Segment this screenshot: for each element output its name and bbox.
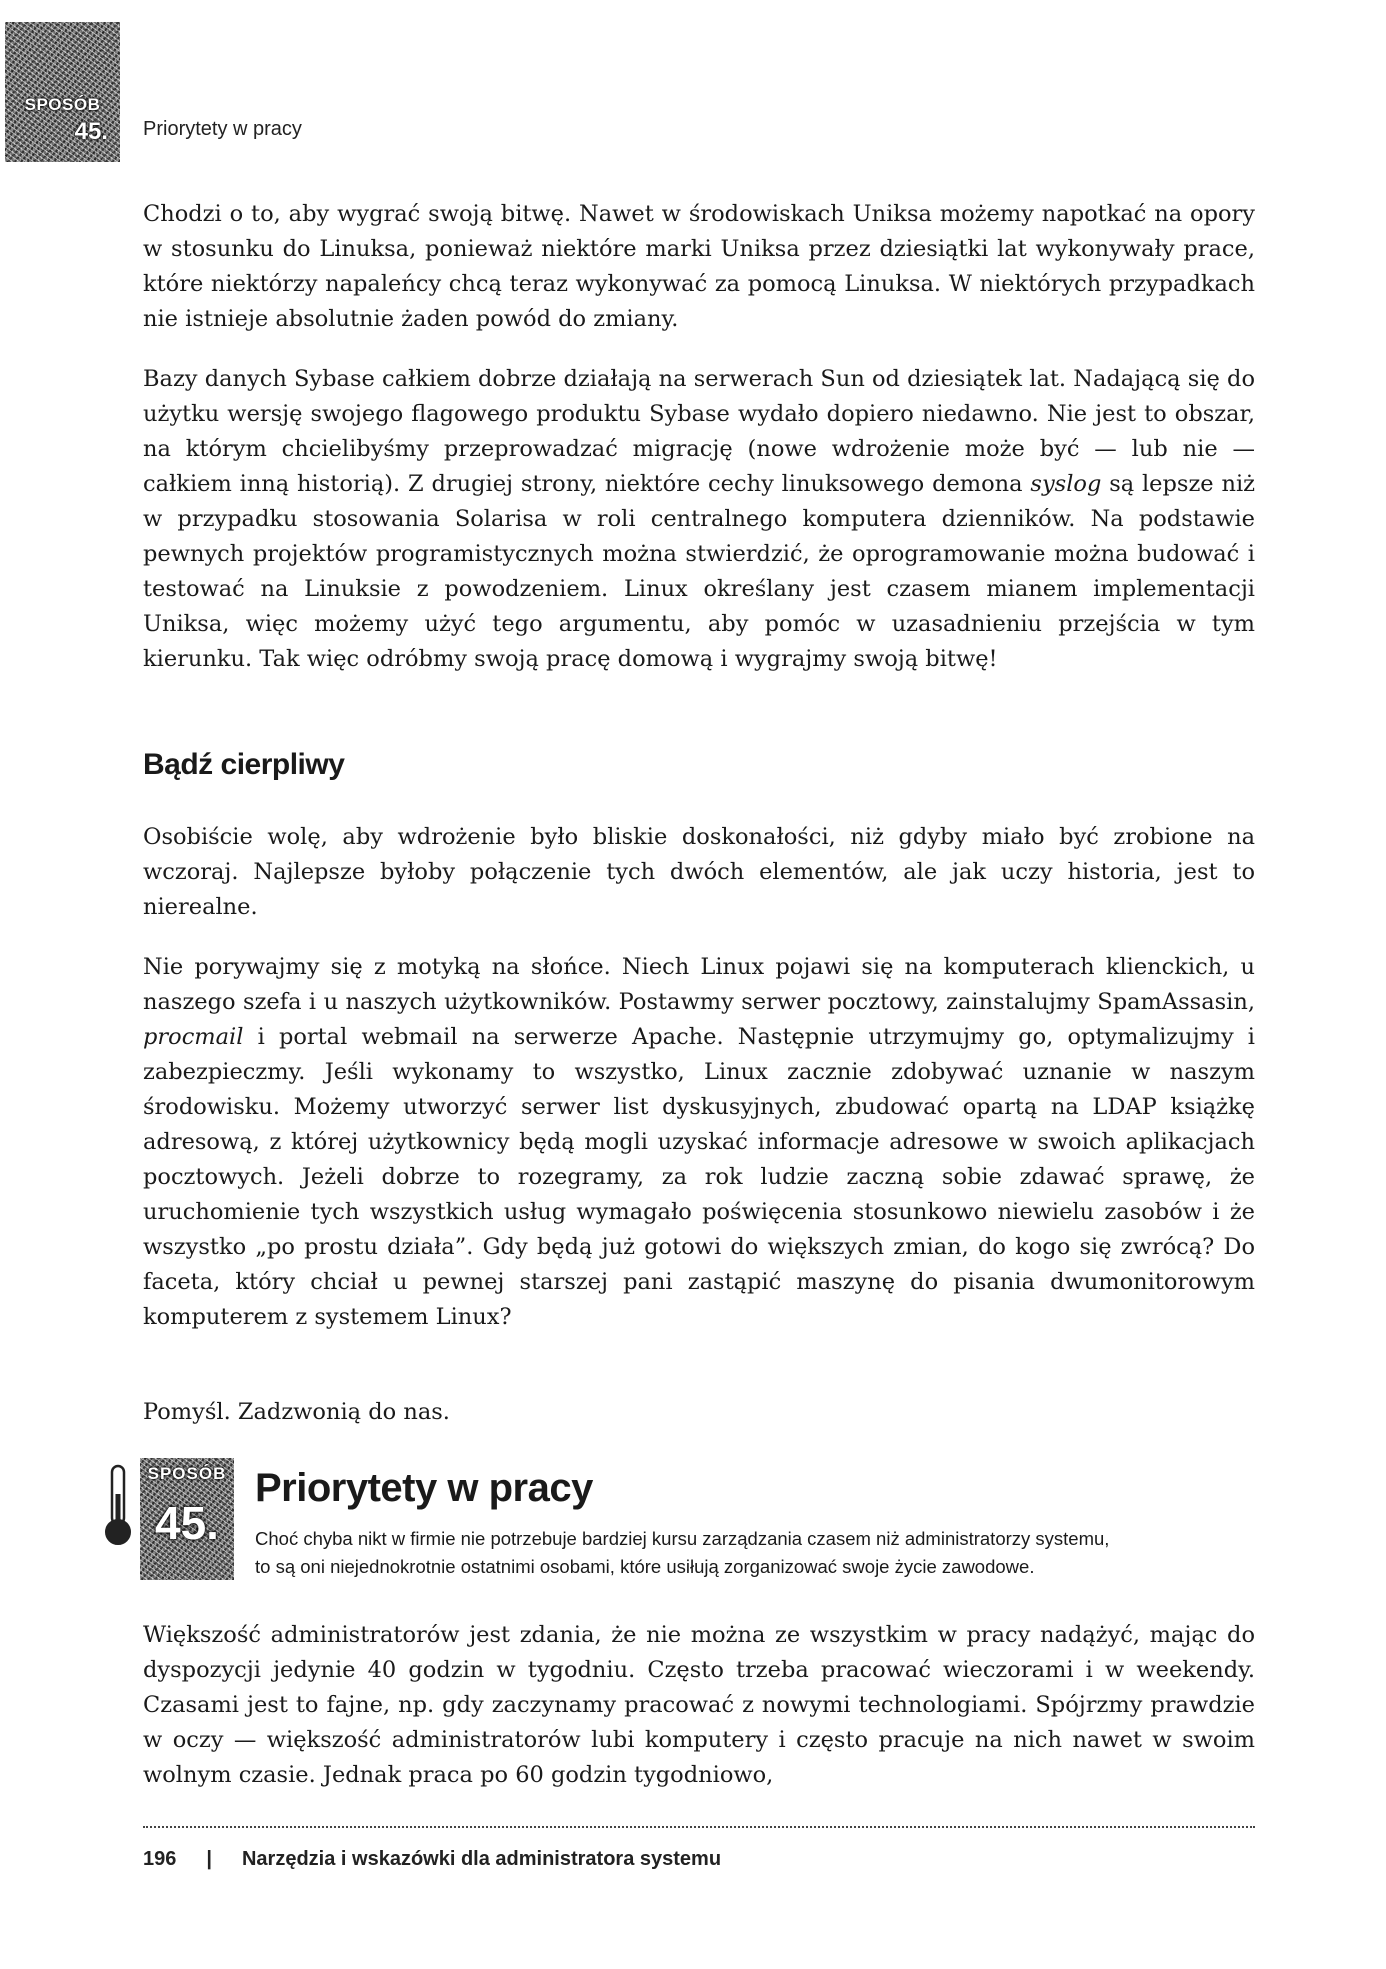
section-paragraph-2-text-b: i portal webmail na serwerze Apache. Następnie utrzymujmy go, optymalizujmy i zabezpieczmy. Jeśli wykonamy to wszystko, Linux zacznie zdobywać uznanie w naszym środowisku. Możemy utworzyć serwer list dyskusyjnych, zbudować opartą na LDAP książkę adresową, z której użytkownicy będą mogli uzyskać informacje adresowe w swoich aplikacjach pocztowych. Jeżeli dobrze to rozegramy, za rok ludzie zaczną sobie zdawać sprawę, że uruchomienie tych wszystkich usług wymagało poświęcenia stosunkowo niewielu zasobów i że wszystko „po prostu działa”. Gdy będą już gotowi do większych zmian, do kogo się zwrócą? Do faceta, który chciał u pewnej starszej pani zastąpić maszynę do pisania dwumonitorowym komputerem z systemem Linux? [143, 1024, 1255, 1330]
book-title: Narzędzia i wskazówki dla administratora systemu [241, 1848, 722, 1870]
hack-summary-line-1: Choć chyba nikt w firmie nie potrzebuje bardziej kursu zarządzania czasem niż administratorzy systemu, [255, 1528, 1110, 1549]
section-paragraph-2-text-a: Nie porywajmy się z motyką na słońce. Niech Linux pojawi się na komputerach klienckich, u naszego szefa i u naszych użytkowników. Postawmy serwer pocztowy, zainstalujmy SpamAssasin, [143, 954, 1255, 1015]
footer-separator: | [206, 1848, 212, 1870]
hack-badge-word: SPOSÓB [147, 1464, 227, 1483]
hack-number-badge [140, 1458, 234, 1580]
body-paragraph-1: Chodzi o to, aby wygrać swoją bitwę. Nawet w środowiskach Uniksa możemy napotkać na opory w stosunku do Linuksa, ponieważ niektóre marki Uniksa przez dziesiątki lat wykonywały prace, które niektórzy napaleńcy chcą teraz wykonywać za pomocą Linuksa. W niektórych przypadkach nie istnieje absolutnie żaden powód do zmiany. [143, 201, 1255, 332]
body-paragraph-2-text-b: są lepsze niż w przypadku stosowania Solarisa w roli centralnego komputera dzienników. Na podstawie pewnych projektów programistycznych można stwierdzić, że oprogramowanie można budować i testować na Linuksie z powodzeniem. Linux określany jest czasem mianem implementacji Uniksa, więc możemy użyć tego argumentu, aby pomóc w uzasadnieniu przejścia w tym kierunku. Tak więc odróbmy swoją pracę domową i wygrajmy swoją bitwę! [143, 471, 1255, 672]
procmail-term: procmail [143, 1024, 244, 1050]
hack-title: Priorytety w pracy [255, 1466, 593, 1510]
section-heading: Bądź cierpliwy [143, 748, 345, 781]
body-paragraph-2 [143, 362, 1255, 677]
running-badge-number: 45. [74, 118, 108, 145]
thermometer-icon [104, 1464, 132, 1548]
running-header-title: Priorytety w pracy [143, 118, 302, 140]
hack-paragraph-1: Większość administratorów jest zdania, że nie można ze wszystkim w pracy nadążyć, mając do dyspozycji jedynie 40 godzin w tygodniu. Często trzeba pracować wieczorami i w weekendy. Czasami jest to fajne, np. gdy zaczynamy pracować z nowymi technologiami. Spójrzmy prawdzie w oczy — większość administratorów lubi komputery i często pracuje na nich nawet w swoim wolnym czasie. Jednak praca po 60 godzin tygodniowo, [143, 1622, 1255, 1788]
hack-summary-line-2: to są oni niejednokrotnie ostatnimi osobami, które usiłują zorganizować swoje życie zawodowe. [255, 1556, 1035, 1577]
hack-badge-number: 45. [155, 1497, 219, 1549]
section-paragraph-1: Osobiście wolę, aby wdrożenie było bliskie doskonałości, niż gdyby miało być zrobione na wczoraj. Najlepsze byłoby połączenie tych dwóch elementów, ale jak uczy historia, jest to nierealne. [143, 824, 1255, 920]
page-number: 196 [143, 1848, 177, 1870]
syslog-term: syslog [1030, 471, 1102, 497]
running-badge-word: SPOSÓB [24, 95, 101, 114]
section-paragraph-3: Pomyśl. Zadzwonią do nas. [143, 1399, 450, 1425]
footer-divider [143, 1826, 1255, 1828]
body-paragraph-2-text-a: Bazy danych Sybase całkiem dobrze działają na serwerach Sun od dziesiątek lat. Nadającą się do użytku wersję swojego flagowego produktu Sybase wydało dopiero niedawno. Nie jest to obszar, na którym chcielibyśmy przeprowadzać migrację (nowe wdrożenie może być — lub nie — całkiem inną historią). Z drugiej strony, niektóre cechy linuksowego demona [143, 366, 1255, 497]
page-footer [143, 1848, 721, 1871]
section-paragraph-2 [143, 950, 1255, 1335]
running-header-badge [5, 22, 120, 162]
hack-summary [255, 1525, 1255, 1581]
